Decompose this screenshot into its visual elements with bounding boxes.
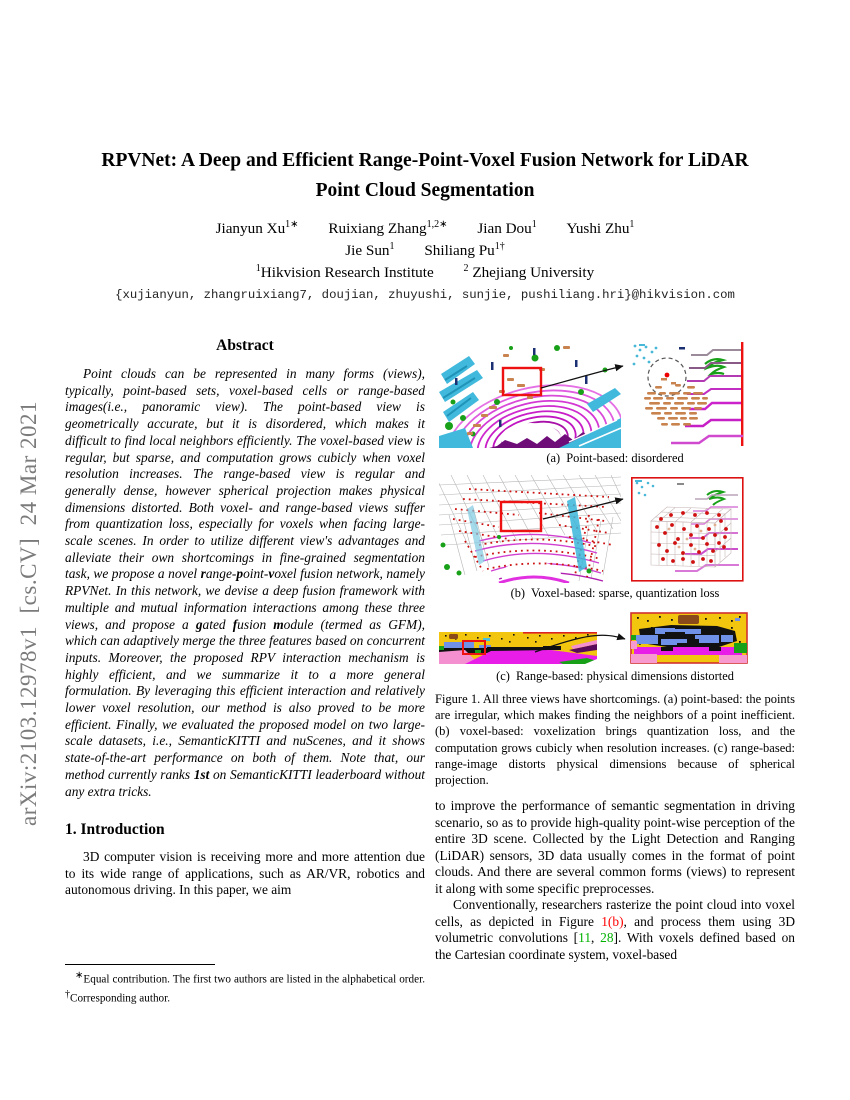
abstract-segment-bold: p	[236, 566, 244, 582]
author-name: Yushi Zhu	[566, 220, 630, 238]
paper-title-line2: Point Cloud Segmentation	[315, 180, 535, 202]
citation-link[interactable]: 28	[600, 930, 614, 946]
footnote-star-symbol: ∗	[75, 970, 84, 981]
affiliation-sup: 1	[255, 263, 261, 275]
abstract-segment: odule (termed as GFM), which can adaptively merge the three features based on concurrent inputs. Moreover, the proposed RPV interaction mechanism is highly efficient, and we summarize it to a more general formulation. By leveraging this efficient interaction and relatively lower voxel resolution, our method is also proved to be more efficient. Finally, we evaluated the proposed model on two large-scale datasets, i.e., SemanticKITTI and nuScenes, and it shows state-of-the-art performance on both of them. Note that, our method currently ranks	[65, 616, 426, 782]
affiliation-name: Zhejiang University	[468, 264, 595, 282]
abstract-segment: ange-	[205, 566, 237, 582]
figure-1c-image	[435, 608, 795, 668]
author	[424, 242, 504, 259]
subcaption-b: (b) Voxel-based: sparse, quantization loss	[510, 586, 720, 600]
body-text-segment: , and process them using 3D volumetric convolutions [	[435, 913, 795, 946]
author-name: Shiliang Pu	[424, 242, 495, 260]
author	[477, 220, 536, 237]
author	[345, 242, 394, 259]
citation-link[interactable]: 11	[578, 930, 592, 946]
abstract-segment: Point clouds can be represented in many forms (views), typically, point-based sets, voxel-based cells or range-based images(i.e., panoramic view). The point-based view is geometrically accurate, but it is disordered, which makes it difficult to find local neighbors efficiently. The voxel-based view is regular, but sparse, and computation grows cubicly when voxel resolution increases. The range-based view is regular and generally dense, however spherical projection makes physical dimensions distorted. Both voxel- and range-based views suffer from quantization loss, especially for voxels when facing large-scale scenes. In order to utilize different view's advantages and alleviate their own shortcomings in fine-grained segmentation task, we propose a novel	[65, 366, 425, 582]
figure-ref-link[interactable]: 1(b)	[601, 913, 624, 929]
author-name: Jian Dou	[477, 220, 532, 238]
abstract-segment: on SemanticKITTI leaderboard without any extra tricks.	[65, 766, 425, 799]
right-column	[435, 338, 795, 963]
abstract-segment-bold: r	[200, 566, 206, 582]
abstract-segment-bold: f	[232, 616, 238, 632]
zoom-arrow-icon	[543, 499, 623, 519]
abstract-segment-bold: m	[273, 616, 284, 632]
affiliation-name: Hikvision Research Institute	[260, 264, 434, 282]
figure-1b-image	[435, 473, 795, 585]
body-text-segment: Conventionally, researchers rasterize the point cloud into voxel cells, as depicted in Figure	[435, 897, 795, 929]
abstract-segment: ated	[202, 616, 233, 632]
introduction-paragraph: 3D computer vision is receiving more and more attention due to its wide range of applications, such as AR/VR, robotics and autonomous driving. In this paper, we aim	[65, 849, 425, 898]
body-text-segment: ]. With voxels defined based on the Cartesian coordinate system, voxel-based	[435, 930, 795, 962]
author-sup: 1	[389, 241, 395, 253]
zoom-arrow-icon	[541, 366, 623, 388]
footnote-dagger-symbol: †	[65, 988, 70, 1000]
paper-title-line1: RPVNet: A Deep and Efficient Range-Point-Voxel Fusion Network for LiDAR	[101, 150, 749, 171]
affiliation	[464, 264, 595, 281]
author-row-1	[75, 218, 775, 240]
author-name: Jie Sun	[345, 242, 390, 260]
abstract-segment-bold: g	[195, 616, 203, 632]
author-block	[75, 218, 775, 284]
author	[216, 220, 299, 237]
author-sup: 1∗	[285, 219, 299, 230]
footnote-dagger-text: Corresponding author.	[70, 992, 171, 1005]
author-sup: 1†	[494, 241, 505, 253]
author-name: Ruixiang Zhang	[328, 220, 427, 238]
author	[328, 220, 447, 237]
abstract-segment: usion	[237, 616, 274, 632]
abstract-heading: Abstract	[216, 337, 274, 354]
figure-1-caption: Figure 1. All three views have shortcomings. (a) point-based: the points are irregular, which makes finding the neighbors of a point inefficient. (b) voxel-based: voxelization brings quantization loss, and the computation grows cubicly when resolution increases. (c) range-based: range-image distorts physical dimensions because of spherical projection.	[435, 692, 795, 788]
affiliation-row	[75, 262, 775, 284]
abstract-segment-bold: v	[268, 566, 275, 582]
section-heading-introduction: 1. Introduction	[65, 821, 165, 839]
paper-title	[75, 146, 775, 206]
figure-1a-image	[435, 338, 795, 450]
body-paragraph-1: to improve the performance of semantic segmentation in driving scenario, so as to provide high-quality point-wise perception of the entire 3D scene. Collected by the Light Detection and Ranging (LiDAR) sensors, 3D data usually comes in the format of point clouds. And there are several common forms (views) to represent it along with some specific preprocesses.	[435, 798, 795, 896]
author-sup: 1	[629, 219, 635, 230]
author-name: Jianyun Xu	[215, 220, 286, 238]
author-row-2	[75, 240, 775, 262]
abstract-segment-bold: 1st	[193, 766, 210, 782]
left-column	[65, 337, 425, 899]
abstract-segment: oxel fusion network, namely RPVNet. In this network, we devise a deep fusion framework with multiple and mutual information interactions among these three views, and propose a	[65, 566, 426, 632]
affiliation-sup: 2	[463, 263, 469, 275]
abstract-segment: oint-	[243, 566, 269, 582]
arxiv-watermark: arXiv:2103.12978v1 [cs.CV] 24 Mar 2021	[16, 400, 41, 826]
abstract-paragraph	[65, 366, 425, 800]
footnote-rule	[65, 964, 215, 965]
subcaption-a: (a) Point-based: disordered	[546, 451, 684, 465]
author-sup: 1,2∗	[426, 219, 448, 230]
footnote	[65, 964, 425, 1006]
footnote-text	[65, 969, 425, 1006]
author	[567, 220, 635, 237]
author-emails: {xujianyun, zhangruixiang7, doujian, zhuyushi, sunjie, pushiliang.hri}@hikvision.com	[115, 288, 735, 302]
body-paragraph-2	[435, 897, 795, 963]
body-text-segment: ,	[591, 930, 601, 946]
subcaption-c: (c) Range-based: physical dimensions distorted	[496, 669, 734, 683]
author-sup: 1	[531, 219, 537, 230]
affiliation	[256, 264, 434, 281]
footnote-star-text: Equal contribution. The first two authors are listed in the alphabetical order.	[83, 973, 425, 986]
